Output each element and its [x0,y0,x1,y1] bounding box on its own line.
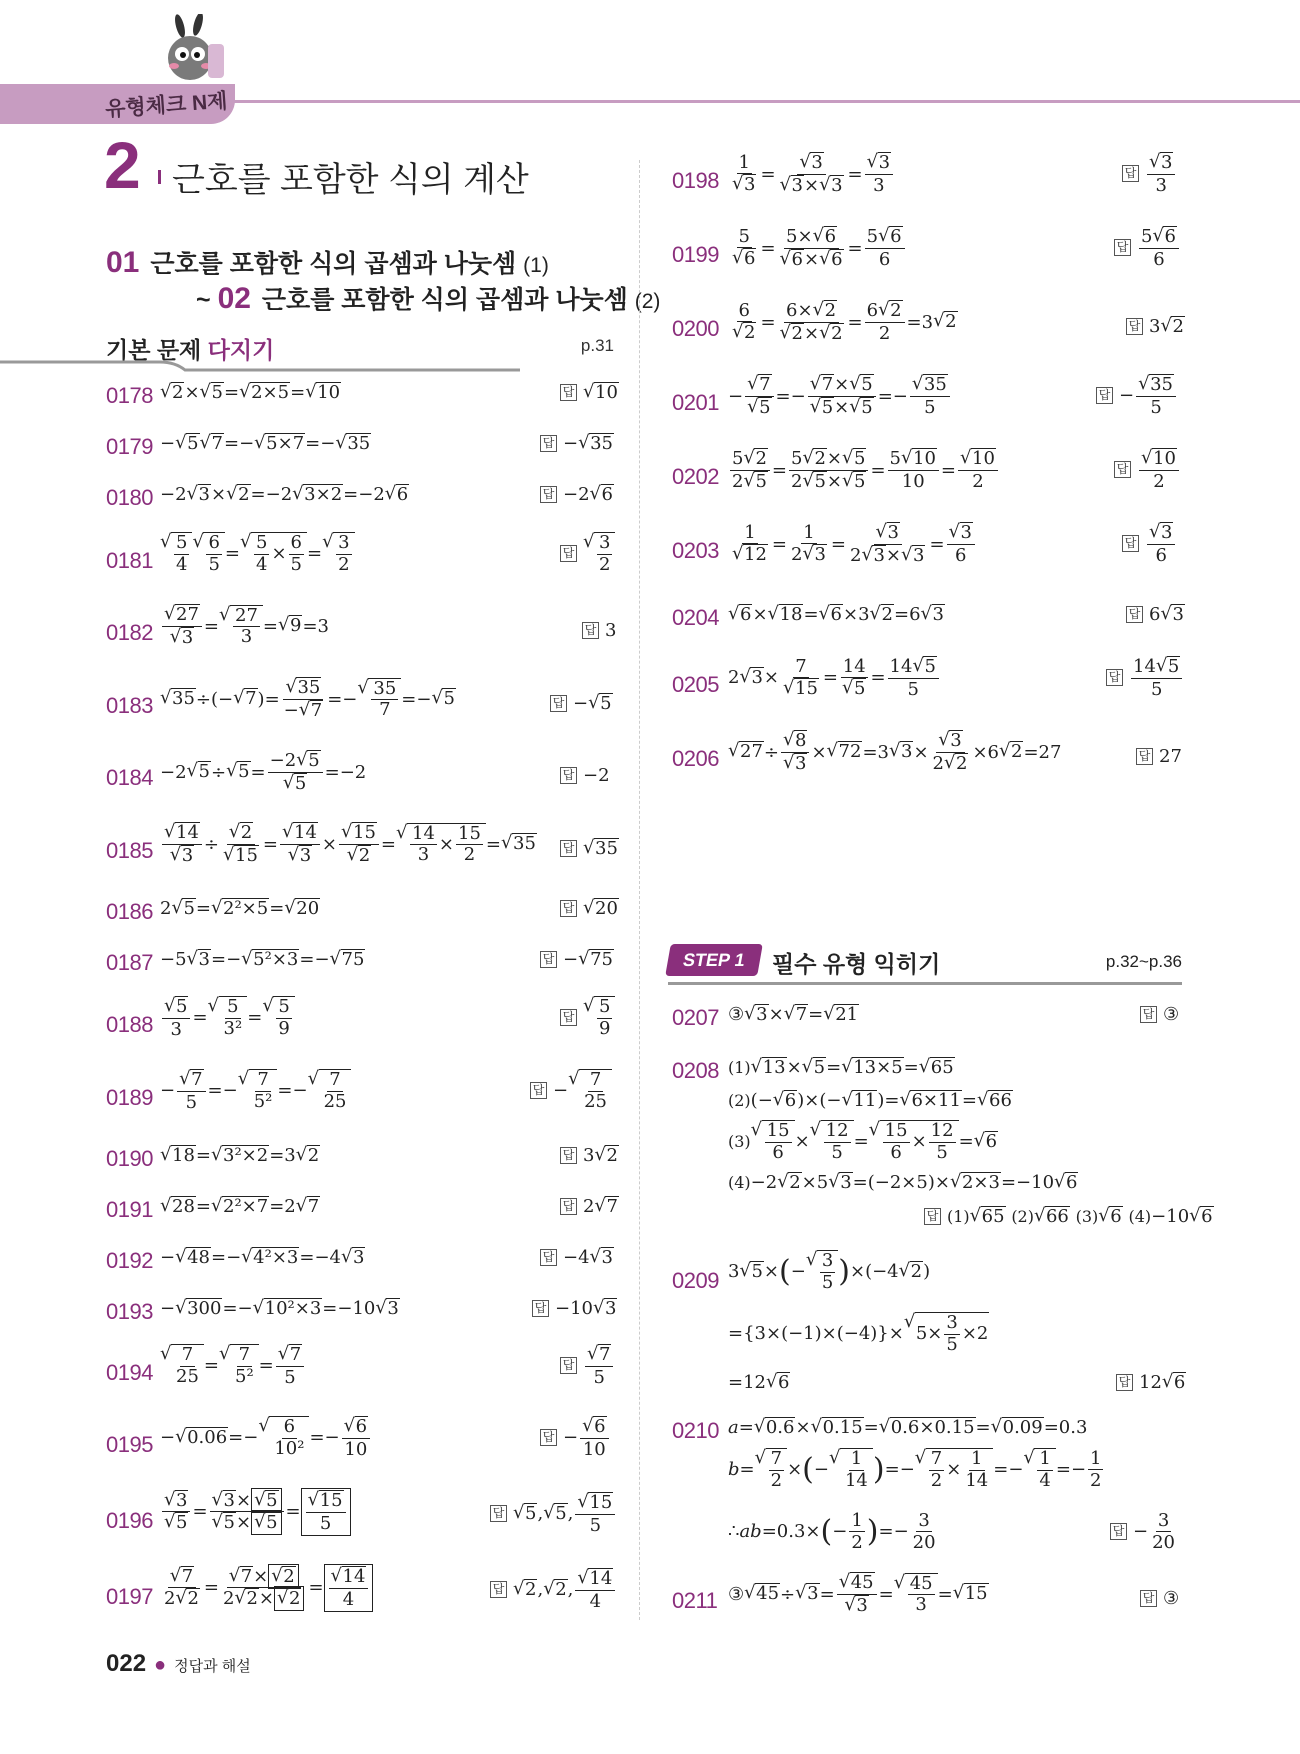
answer: 답 √ 3 3 [1122,152,1177,196]
problem-number: 0206 [672,746,719,771]
section-number: 02 [217,282,251,315]
answer: 답 √ 5 , √ 5 , √ 15 5 [490,1492,617,1536]
solution: − √ 7 √ 5 =− √ 7×√ 5 √ 5×√ 5 =− √ 35 5 [728,374,952,418]
solution: √ 5 3 = √ $\frac{5}{\text{3²}}$ = √ $\frac{5}{9}$ [160,996,295,1040]
answer-mark: 답 [1122,165,1139,182]
problem-number: 0197 [106,1584,153,1609]
solution: √ 27 ÷ √ 8 √ 3 × √ 72 =3 √ 3 × √ 3 2√ 2 ×6 √ 2 =27 [728,730,1061,774]
section-title-1 [106,244,549,280]
solution: 1 √ 12 = 1 2√ 3 = √ 3 2√ 3×√ 3 = √ 3 6 [728,522,977,566]
solution: √ 18 = √ 3²×2 =3 √ 2 [160,1145,320,1167]
problem-number: 0185 [106,838,153,863]
section-part: (1) [523,254,549,277]
solution: ③ √ 45 ÷ √ 3 = √ 45 √ 3 = √ $\frac{45}{3}$ = √ 15 [728,1572,989,1616]
header-line [220,100,1300,103]
solution: √ $\frac{7}{25}$ = √ $\frac{7}{\text{5²}}$ = √ 7 5 [160,1344,306,1388]
solution: 2 √ 5 = √ 2²×5 = √ 20 [160,898,320,920]
answer: 답 √ 10 [560,382,619,404]
answer-mark: 답 [1126,606,1143,623]
footer-label: 정답과 해설 [174,1658,251,1675]
problem-number: 0195 [106,1432,153,1457]
answer: 답 ③ [1140,1588,1179,1609]
solution-line-1: (1) √ 13 × √ 5 = √ 13×5 = √ 65 [728,1057,955,1079]
problem-number: 0193 [106,1299,153,1324]
answer-mark: 답 [550,695,567,712]
answer: 답 (1) √ 65 (2) √ 66 (3) √ 6 (4) −10 √ 6 [924,1206,1214,1228]
problem-number: 0200 [672,316,719,341]
answer-mark: 답 [560,900,577,917]
solution: √ 28 = √ 2²×7 =2 √ 7 [160,1196,320,1218]
problem-number: 0202 [672,464,719,489]
basic-title-a: 기본 문제 [106,337,202,363]
answer-mark: 답 [540,435,557,452]
header-tag: 유형체크 N제 [104,89,229,122]
answer: 답 √ 7 5 [560,1344,615,1388]
problem-number: 0191 [106,1197,153,1222]
answer: 답 12 √ 6 [1116,1372,1186,1394]
section-prefix: ~ [196,286,211,314]
section-title-2 [196,280,660,316]
answer: 답 3 √ 2 [1126,316,1185,338]
solution: 2 √ 3 × 7 √ 15 = 14 √ 5 = 14√ 5 5 [728,656,941,700]
solution: 1 √ 3 = √ 3 √ 3×√ 3 = √ 3 3 [728,152,895,196]
problem-number: 0188 [106,1012,153,1037]
answer: 답 2 √ 7 [560,1196,619,1218]
problem-number: 0199 [672,242,719,267]
step-title [772,946,940,979]
problem-number: 0183 [106,693,153,718]
problem-number: 0179 [106,434,153,459]
answer: 답 −10 √ 3 [532,1298,617,1320]
problem-number: 0192 [106,1248,153,1273]
solution: − √ 5 √ 7 =− √ 5×7 =− √ 35 [160,433,371,455]
solution-line-2: b = √ $\frac{7}{2}$ × ( − √ $\frac{1}{14}$ ) =− √ $\frac{7}{2}$ × $\frac{1}{14}$ =− √ $\frac{1}{4}$ =− 1 2 [728,1448,1105,1491]
solution-line-1: 3 √ 5 × ( − √ $\frac{3}{5}$ ) ×(−4 √ 2 ) [728,1250,930,1293]
bullet-icon: ● [154,1654,167,1676]
solution: 5 √ 6 = 5×√ 6 √ 6×√ 6 = 5√ 6 6 [728,226,907,270]
problem-number: 0194 [106,1360,153,1385]
rabbit-mascot-icon [150,14,230,94]
problem-number: 0182 [106,620,153,645]
chapter-title: 근호를 포함한 식의 계산 [172,161,529,199]
answer-mark: 답 [540,1429,557,1446]
answer-mark: 답 [540,486,557,503]
problem-number: 0187 [106,950,153,975]
answer-mark: 답 [532,1300,549,1317]
solution: √ 2 × √ 5 = √ 2×5 = √ 10 [160,382,341,404]
basic-underline [0,360,520,372]
step-underline [668,982,1182,985]
answer-mark: 답 [560,1147,577,1164]
problem-number: 0209 [672,1268,719,1293]
problem-number: 0184 [106,765,153,790]
solution: ③ √ 3 × √ 7 = √ 21 [728,1004,859,1026]
solution-line-3: =12 √ 6 [728,1372,790,1394]
problem-number: 0198 [672,168,719,193]
answer-mark: 답 [1114,239,1131,256]
problem-number: 0190 [106,1146,153,1171]
solution: −2 √ 3 × √ 2 =−2 √ 3×2 =−2 √ 6 [160,484,409,506]
problem-number: 0181 [106,548,153,573]
answer: 답 3 [582,620,616,641]
problem-number: 0201 [672,390,719,415]
solution-line-3: ∴ ab =0.3× ( − 1 2 ) =− 3 20 [728,1510,936,1553]
answer: 답 √ 20 [560,898,619,920]
solution: 6 √ 2 = 6×√ 2 √ 2×√ 2 = 6√ 2 2 =3 √ 2 [728,300,958,344]
solution: − √ 7 5 =− √ $\frac{7}{\text{5²}}$ =− √ $\frac{7}{25}$ [160,1069,351,1113]
answer-mark: 답 [560,840,577,857]
answer-mark: 답 [1110,1523,1127,1540]
answer: 답 √ $\frac{5}{9}$ [560,996,615,1039]
answer-mark: 답 [1106,669,1123,686]
answer-mark: 답 [490,1581,507,1598]
problem-number: 0178 [106,383,153,408]
page-number: 022 [106,1650,147,1677]
basic-title-b: 다지기 [207,337,275,363]
step-title-a: 필수 [772,951,817,977]
step1-header [668,938,1182,982]
answer: 답 √ 35 [560,838,619,860]
chapter-number: 2 [104,128,141,202]
answer-mark: 답 [1126,318,1143,335]
solution: −5 √ 3 =− √ 5²×3 =− √ 75 [160,949,365,971]
answer: 답 − 3 20 [1110,1510,1179,1553]
solution: √ $\frac{5}{4}$ √ $\frac{6}{5}$ = √ $\frac{5}{4}$ × $\frac{6}{5}$ = √ $\frac{3}{2}$ [160,532,355,575]
answer: 답 5√ 6 6 [1114,226,1181,270]
step-page-ref: p.32~p.36 [1105,952,1182,971]
chapter-divider [158,170,161,184]
problem-number: 0205 [672,672,719,697]
solution-line-2: ={3×(−1)×(−4)}× √ 5× $\frac{3}{5}$ ×2 [728,1312,989,1355]
solution-line-4: (4) −2 √ 2 ×5 √ 3 =(−2×5)× √ 2×3 =−10 √ 6 [728,1172,1078,1194]
answer-mark: 답 [1114,461,1131,478]
solution: √ 35 ÷(− √ 7 )= √ 35 −√ 7 =− √ $\frac{35}{7}$ =− √ 5 [160,677,456,721]
answer: 답 − √ 6 10 [540,1416,611,1460]
solution: √ 14 √ 3 ÷ √ 2 √ 15 = √ 14 √ 3 × √ 15 √ 2 = √ $\frac{14}{3}$ × $\frac{15}{2}$ = √ 35 [160,822,537,866]
step-title-b: 유형 익히기 [822,951,941,977]
answer-mark: 답 [560,1357,577,1374]
solution-line-2: (2) (− √ 6 )×(− √ 11 )= √ 6×11 = √ 66 [728,1090,1013,1112]
answer-mark: 답 [1116,1374,1133,1391]
answer-mark: 답 [1122,535,1139,552]
answer-mark: 답 [1136,748,1153,765]
solution: √ 27 √ 3 = √ $\frac{27}{3}$ = √ 9 =3 [160,604,329,648]
section-number: 01 [106,246,140,279]
answer-mark: 답 [560,384,577,401]
problem-number: 0196 [106,1508,153,1533]
solution: −2 √ 5 ÷ √ 5 = −2√ 5 √ 5 =−2 [160,750,366,794]
solution-line-1: a = √ 0.6 × √ 0.15 = √ 0.6×0.15 = √ 0.09 =0.3 [728,1417,1087,1439]
answer: 답 6 √ 3 [1126,604,1185,626]
answer: 답 14√ 5 5 [1106,656,1184,700]
section-text: 근호를 포함한 식의 곱셈과 나눗셈 [150,250,517,278]
section-text: 근호를 포함한 식의 곱셈과 나눗셈 [261,286,628,314]
answer: 답 − √ 5 [550,693,613,715]
problem-number: 0207 [672,1005,719,1030]
answer: 답 −2 [560,765,610,786]
solution: − √ 300 =− √ 10²×3 =−10 √ 3 [160,1298,400,1320]
answer-mark: 답 [1096,387,1113,404]
solution: − √ 48 =− √ 4²×3 =−4 √ 3 [160,1247,365,1269]
solution: √ 6 × √ 18 = √ 6 ×3 √ 2 =6 √ 3 [728,604,945,626]
section-part: (2) [634,290,661,313]
answer: 답 − √ $\frac{7}{25}$ [530,1069,612,1112]
answer-mark: 답 [1140,1590,1157,1607]
answer-mark: 답 [924,1208,941,1225]
problem-number: 0211 [672,1588,718,1613]
problem-number: 0180 [106,485,153,510]
answer: 답 −2 √ 6 [540,484,614,506]
problem-number: 0186 [106,899,153,924]
solution: 5√ 2 2√ 5 = 5√ 2×√ 5 2√ 5×√ 5 = 5√ 10 10 = √ 10 2 [728,448,1000,492]
problem-number: 0203 [672,538,719,563]
solution: √ 3 √ 5 = √ 3×√ 5 √ 5×√ 5 = √ $\frac{15}{5}$ [160,1488,351,1536]
problem-number: 0210 [672,1418,719,1443]
problem-number: 0189 [106,1085,153,1110]
answer-mark: 답 [1140,1006,1157,1023]
answer: 답 − √ 35 5 [1096,374,1178,418]
answer-mark: 답 [560,767,577,784]
problem-number: 0204 [672,605,719,630]
answer: 답 √ $\frac{3}{2}$ [560,532,615,575]
answer: 답 √ 10 2 [1114,448,1181,492]
answer: 답 √ 3 6 [1122,522,1177,566]
solution: − √ 0.06 =− √ $\frac{6}{\text{10²}}$ =− √ 6 10 [160,1416,372,1460]
answer: 답 −4 √ 3 [540,1247,614,1269]
answer: 답 − √ 35 [540,433,614,455]
answer-mark: 답 [582,622,599,639]
answer: 답 − √ 75 [540,949,614,971]
solution-line-3: (3) √ $\frac{15}{6}$ × √ $\frac{12}{5}$ = √ $\frac{15}{6}$ × $\frac{12}{5}$ = √ 6 [728,1120,998,1163]
step-badge: STEP 1 [665,944,763,976]
answer-mark: 답 [560,1198,577,1215]
page-footer [106,1650,251,1678]
answer-mark: 답 [540,951,557,968]
answer: 답 √ 2 , √ 2 , √ 14 4 [490,1568,617,1612]
column-divider [639,160,641,1620]
answer-mark: 답 [540,1249,557,1266]
answer-mark: 답 [530,1082,547,1099]
basic-page-ref: p.31 [580,336,614,355]
answer: 답 27 [1136,746,1182,767]
answer-mark: 답 [490,1505,507,1522]
answer-mark: 답 [560,545,577,562]
answer-mark: 답 [560,1009,577,1026]
answer: 답 3 √ 2 [560,1145,619,1167]
problem-number: 0208 [672,1058,719,1083]
answer: 답 ③ [1140,1004,1179,1025]
solution: √ 7 2√ 2 = √ 7×√ 2 2√ 2×√ 2 = √ $\frac{14}{4}$ [160,1564,373,1612]
